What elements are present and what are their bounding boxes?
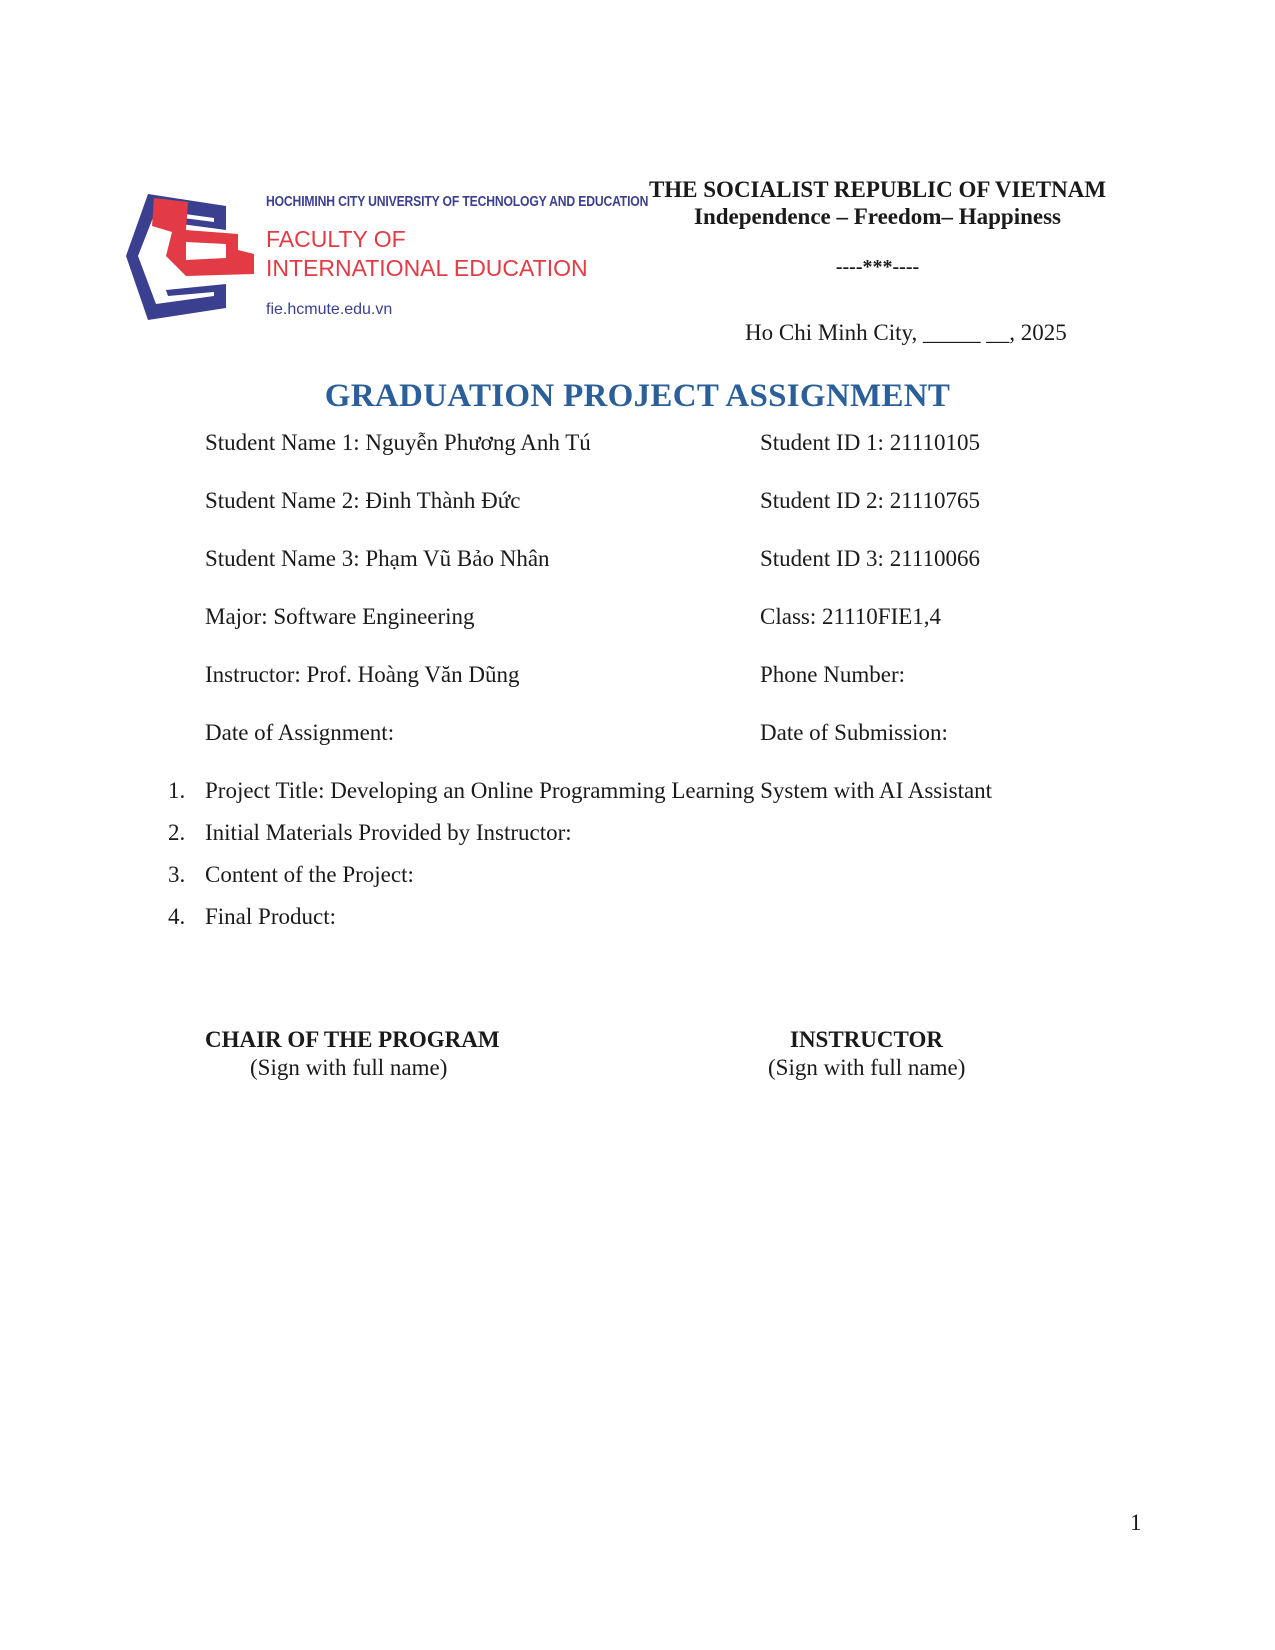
list-number: 1.	[168, 778, 186, 803]
student-id-1: Student ID 1: 21110105	[760, 430, 980, 455]
instructor-signature-title: INSTRUCTOR	[790, 1027, 943, 1052]
list-text: Project Title: Developing an Online Programming Learning System with AI Assistant	[205, 778, 993, 803]
document-title: GRADUATION PROJECT ASSIGNMENT	[324, 378, 951, 414]
major-field: Major: Software Engineering	[205, 604, 475, 629]
nation-motto: Independence – Freedom– Happiness	[694, 204, 1061, 229]
list-text: Final Product:	[205, 904, 336, 929]
faculty-logo	[126, 188, 649, 328]
national-header	[620, 176, 1135, 279]
student-name-1: Student Name 1: Nguyễn Phương Anh Tú	[205, 430, 591, 455]
list-number: 4.	[168, 904, 186, 929]
chair-signature-title: CHAIR OF THE PROGRAM	[205, 1027, 500, 1052]
class-field: Class: 21110FIE1,4	[760, 604, 942, 629]
nation-title: THE SOCIALIST REPUBLIC OF VIETNAM	[648, 177, 1107, 202]
list-text: Initial Materials Provided by Instructor:	[205, 820, 572, 845]
student-id-2: Student ID 2: 21110765	[760, 488, 980, 513]
student-name-3: Student Name 3: Phạm Vũ Bảo Nhân	[205, 546, 550, 571]
list-number: 2.	[168, 820, 186, 845]
logo-faculty-line-1: FACULTY OF	[266, 226, 406, 252]
chair-signature-note: (Sign with full name)	[250, 1055, 448, 1080]
instructor-signature-note: (Sign with full name)	[768, 1055, 966, 1080]
instructor-field: Instructor: Prof. Hoàng Văn Dũng	[205, 662, 520, 687]
phone-field: Phone Number:	[760, 662, 906, 687]
logo-university-name: HOCHIMINH CITY UNIVERSITY OF TECHNOLOGY AND EDUCATION	[266, 194, 649, 210]
page-number: 1	[1130, 1510, 1142, 1535]
header-separator: ----***----	[835, 256, 920, 278]
logo-url: fie.hcmute.edu.vn	[266, 301, 393, 318]
list-item	[168, 820, 572, 846]
student-name-2: Student Name 2: Đinh Thành Đức	[205, 488, 521, 513]
student-id-3: Student ID 3: 21110066	[760, 546, 980, 571]
list-number: 3.	[168, 862, 186, 887]
city-date: Ho Chi Minh City, _____ __, 2025	[745, 320, 1067, 345]
list-item	[168, 862, 414, 888]
date-of-assignment: Date of Assignment:	[205, 720, 395, 745]
list-text: Content of the Project:	[205, 862, 414, 887]
logo-mark-icon	[126, 192, 261, 322]
logo-faculty-line-2: INTERNATIONAL EDUCATION	[266, 255, 588, 281]
list-item	[168, 778, 992, 804]
list-item	[168, 904, 336, 930]
date-of-submission: Date of Submission:	[760, 720, 948, 745]
